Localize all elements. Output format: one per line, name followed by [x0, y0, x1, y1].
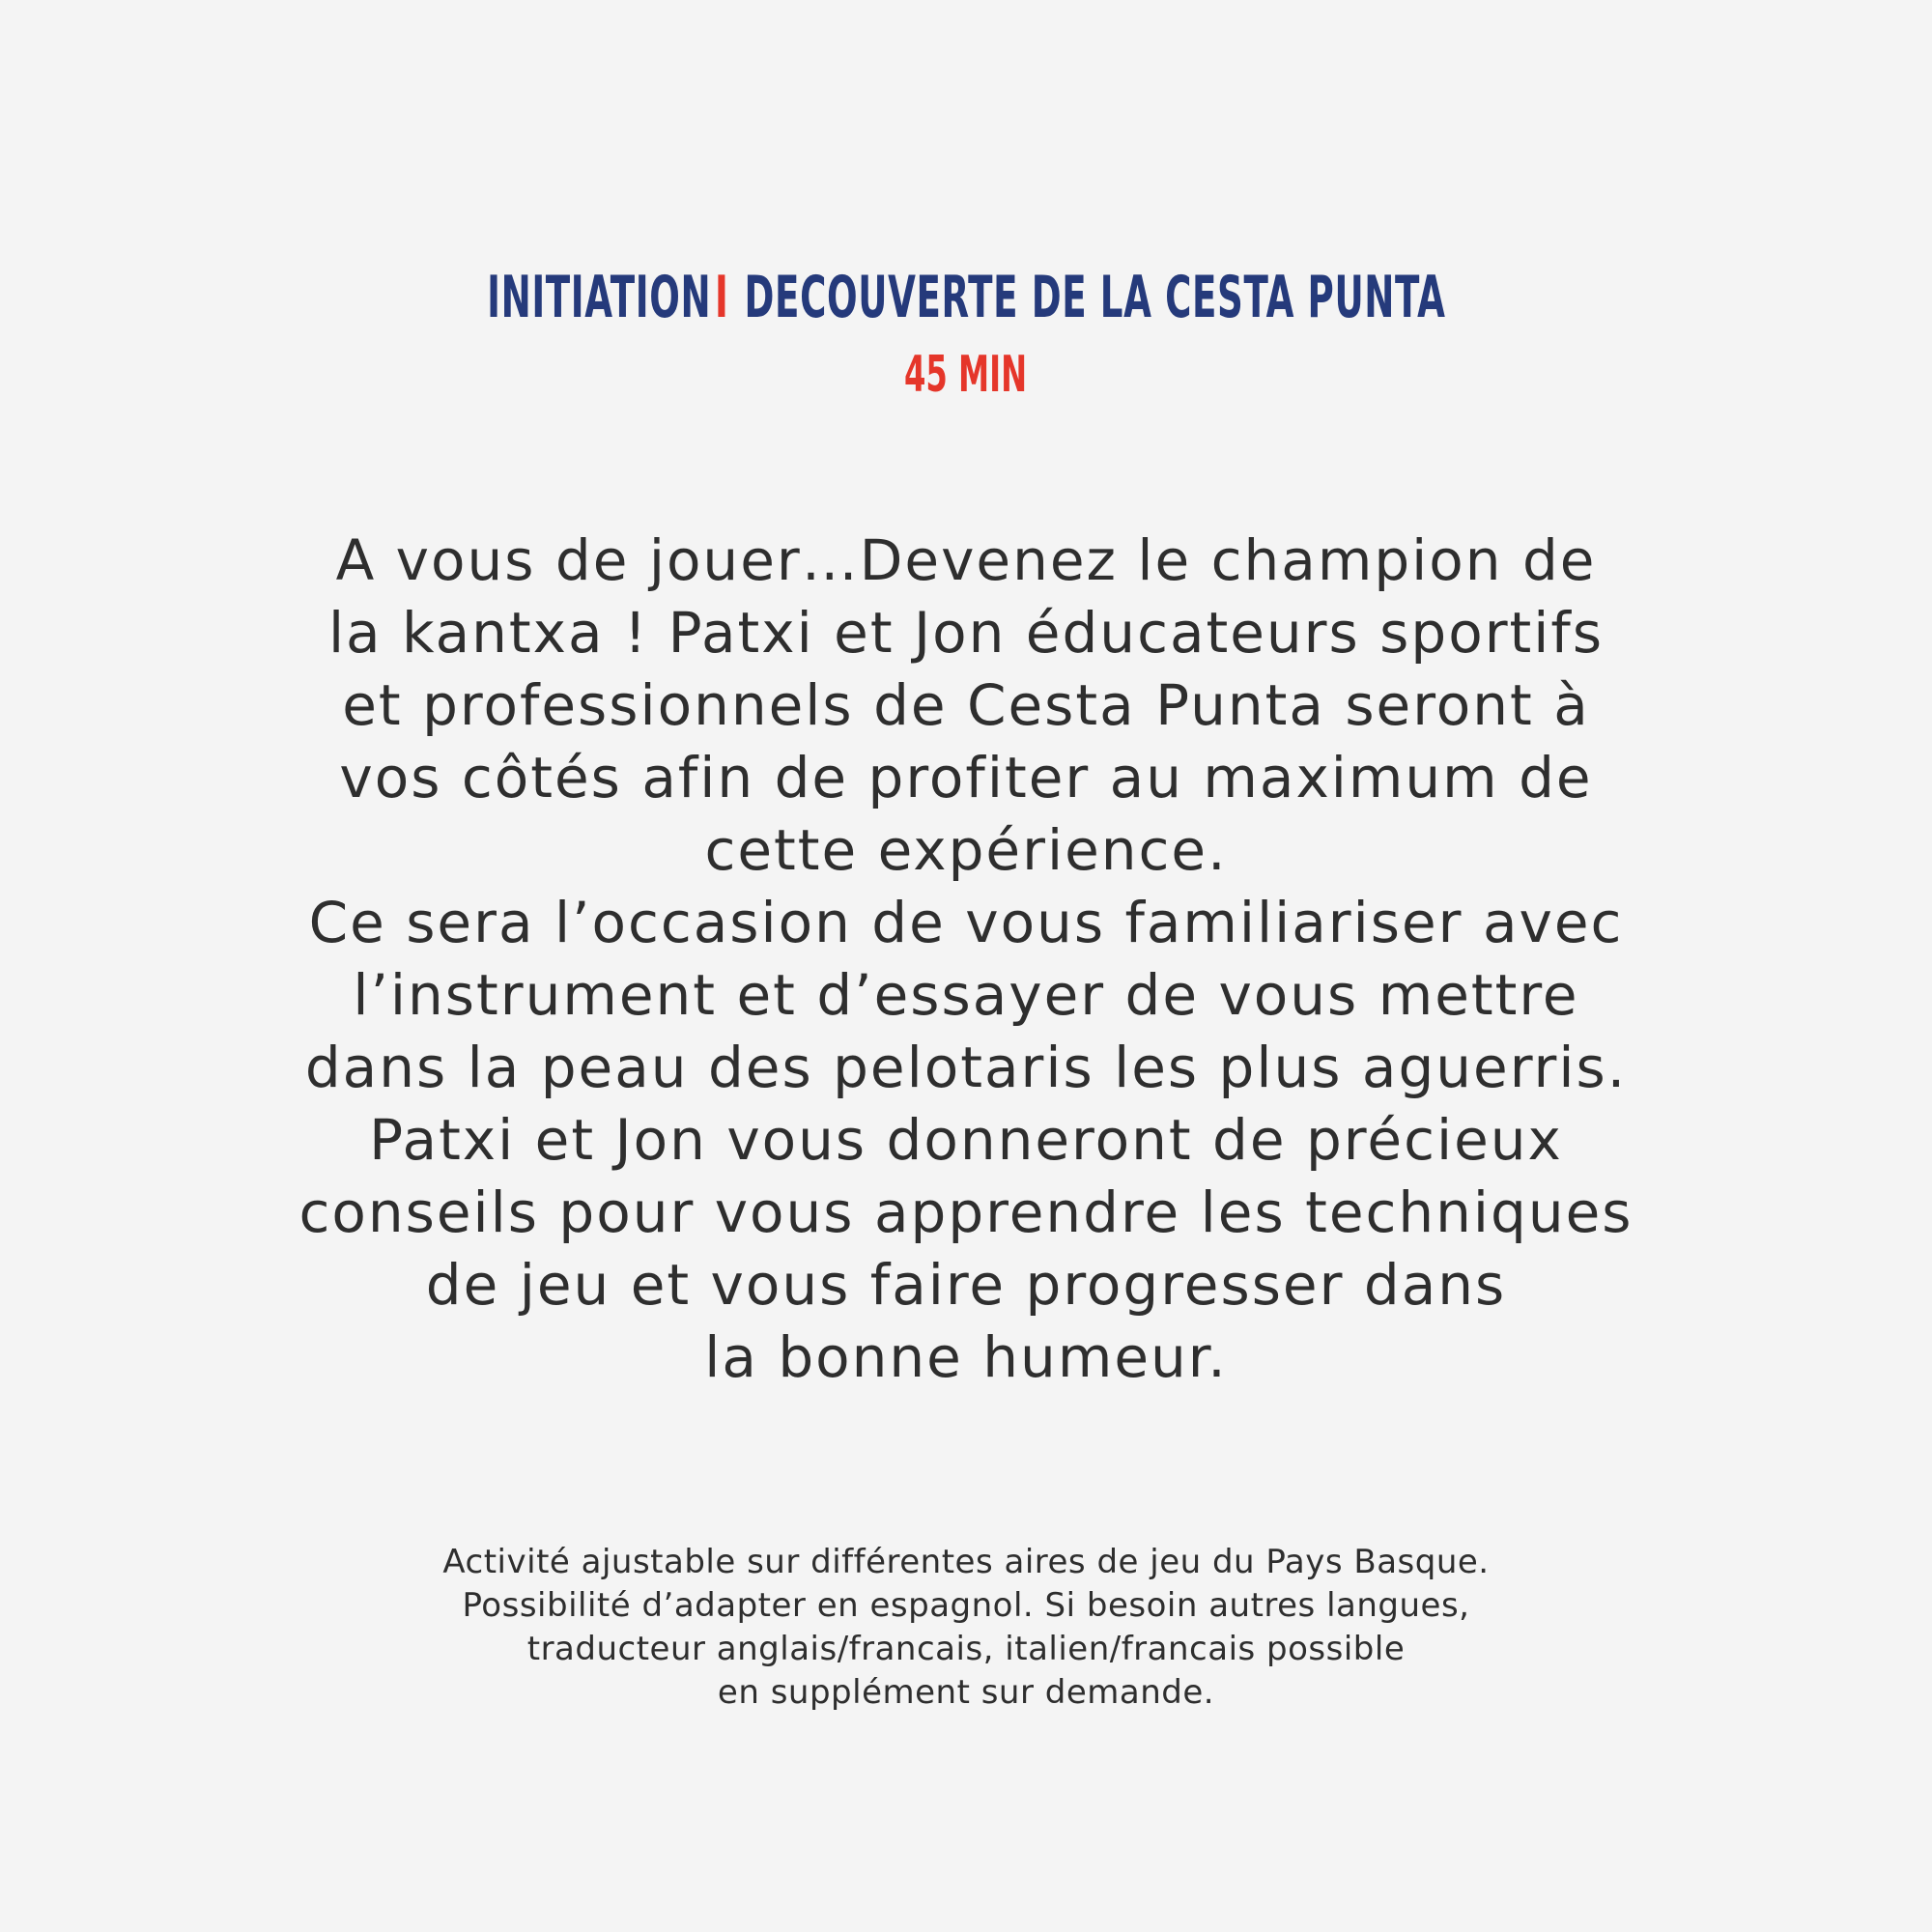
description-line: A vous de jouer…Devenez le champion de	[335, 527, 1597, 593]
footer-line: traducteur anglais/francais, italien/francais possible	[526, 1630, 1406, 1668]
description-line: et professionnels de Cesta Punta seront à	[342, 672, 1590, 738]
title-separator: I	[714, 264, 729, 331]
title-line	[487, 259, 1445, 336]
footer-line: Possibilité d’adapter en espagnol. Si besoin autres langues,	[462, 1586, 1470, 1625]
description-line: vos côtés afin de profiter au maximum de	[339, 745, 1593, 810]
description-line: cette expérience.	[704, 817, 1228, 883]
footer-note	[290, 1541, 1642, 1715]
description-line: Patxi et Jon vous donneront de précieux	[369, 1107, 1563, 1173]
description-line: dans la peau des pelotaris les plus aguerris.	[304, 1035, 1628, 1100]
footer-line: en supplément sur demande.	[717, 1673, 1215, 1712]
duration-label: 45 MIN	[904, 346, 1028, 404]
description-line: la bonne humeur.	[704, 1324, 1228, 1390]
title-initiation: INITIATION	[486, 264, 711, 331]
footer-line: Activité ajustable sur différentes aires de jeu du Pays Basque.	[442, 1543, 1490, 1581]
description-line: de jeu et vous faire progresser dans	[425, 1252, 1507, 1318]
description-line: l’instrument et d’essayer de vous mettre	[353, 962, 1579, 1028]
description-paragraph	[193, 525, 1739, 1394]
page-title	[0, 259, 1932, 336]
duration-wrapper	[0, 343, 1932, 407]
title-activity: DECOUVERTE DE LA CESTA PUNTA	[744, 264, 1446, 331]
description-line: Ce sera l’occasion de vous familiariser avec	[308, 890, 1624, 955]
description-line: la kantxa ! Patxi et Jon éducateurs sportifs	[327, 600, 1605, 666]
description-line: conseils pour vous apprendre les techniques	[298, 1179, 1634, 1245]
